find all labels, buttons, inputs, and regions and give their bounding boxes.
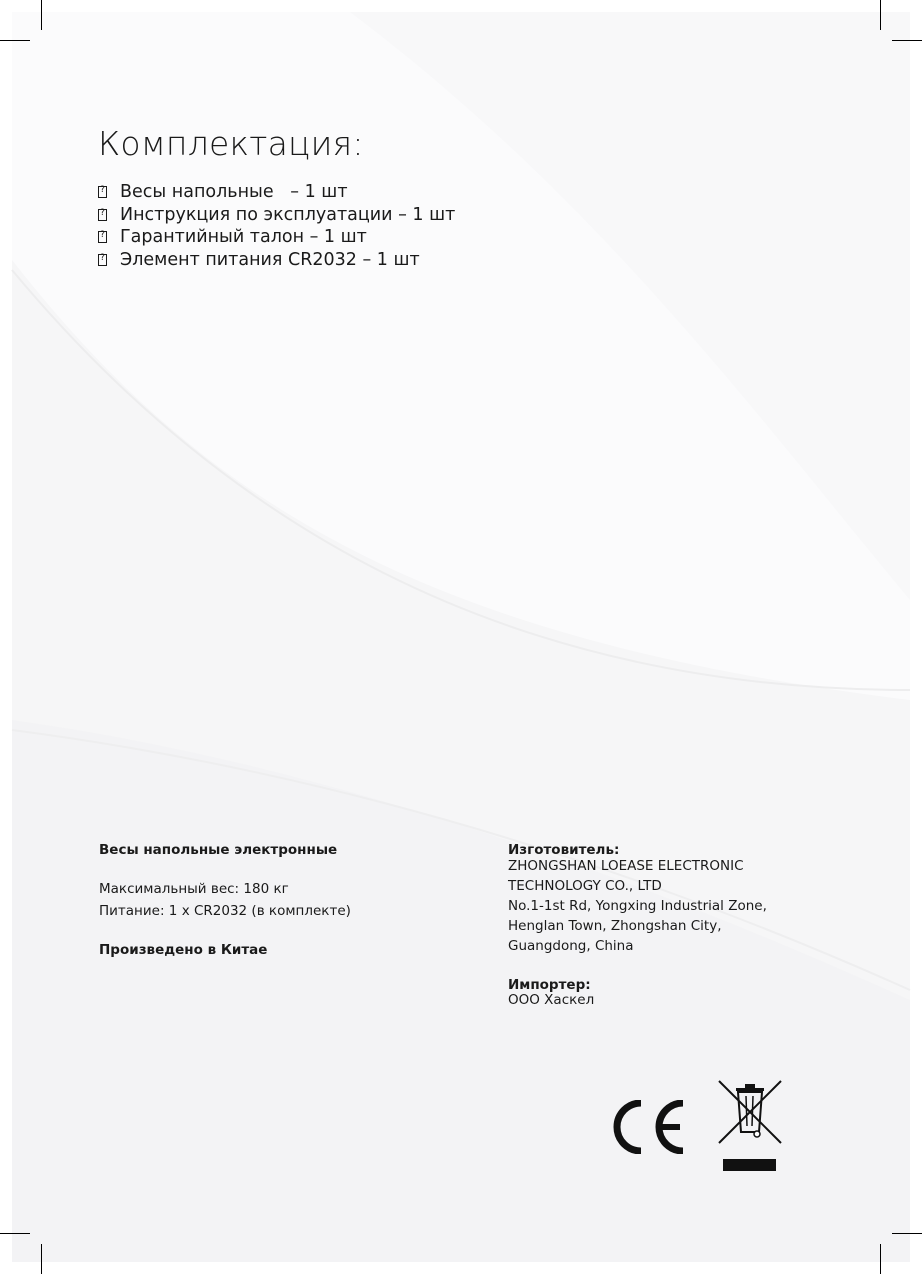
power-info: Питание: 1 x CR2032 (в комплекте) xyxy=(99,903,351,919)
max-weight: Максимальный вес: 180 кг xyxy=(99,881,289,897)
list-item-text: Гарантийный талон – 1 шт xyxy=(120,227,367,247)
manufacturer-line: TECHNOLOGY CO., LTD xyxy=(508,878,662,894)
crop-mark xyxy=(880,0,881,30)
crop-mark xyxy=(892,1233,922,1234)
list-item xyxy=(98,226,455,249)
checkbox-glyph-icon xyxy=(98,254,107,266)
manufacturer-line: Henglan Town, Zhongshan City, xyxy=(508,918,722,934)
ce-mark-icon xyxy=(608,1100,688,1154)
importer-label: Импортер: xyxy=(508,977,591,993)
manufacturer-label: Изготовитель: xyxy=(508,842,620,858)
manufacturer-line: ZHONGSHAN LOEASE ELECTRONIC xyxy=(508,858,744,874)
product-name: Весы напольные электронные xyxy=(99,842,338,858)
checkbox-glyph-icon xyxy=(98,209,107,221)
crop-mark xyxy=(0,40,30,41)
crop-mark xyxy=(0,1233,30,1234)
list-item xyxy=(98,249,455,272)
list-item xyxy=(98,181,455,204)
contents-title: Комплектация: xyxy=(98,124,364,163)
crop-mark xyxy=(41,0,42,30)
weee-crossed-bin-icon xyxy=(716,1078,784,1146)
weee-bar xyxy=(723,1159,776,1171)
list-item-text: Элемент питания CR2032 – 1 шт xyxy=(120,249,420,270)
manufacturer-line: No.1-1st Rd, Yongxing Industrial Zone, xyxy=(508,898,767,914)
origin-info: Произведено в Китае xyxy=(99,942,268,958)
contents-list xyxy=(98,181,455,271)
crop-mark xyxy=(41,1244,42,1274)
list-item-text: Инструкция по эксплуатации – 1 шт xyxy=(120,204,456,225)
importer-name: ООО Хаскел xyxy=(508,992,595,1008)
checkbox-glyph-icon xyxy=(98,231,107,243)
crop-mark xyxy=(880,1244,881,1274)
list-item xyxy=(98,204,455,227)
crop-mark xyxy=(892,40,922,41)
list-item-text: Весы напольные – 1 шт xyxy=(120,182,348,202)
manufacturer-line: Guangdong, China xyxy=(508,938,634,954)
checkbox-glyph-icon xyxy=(98,186,107,198)
